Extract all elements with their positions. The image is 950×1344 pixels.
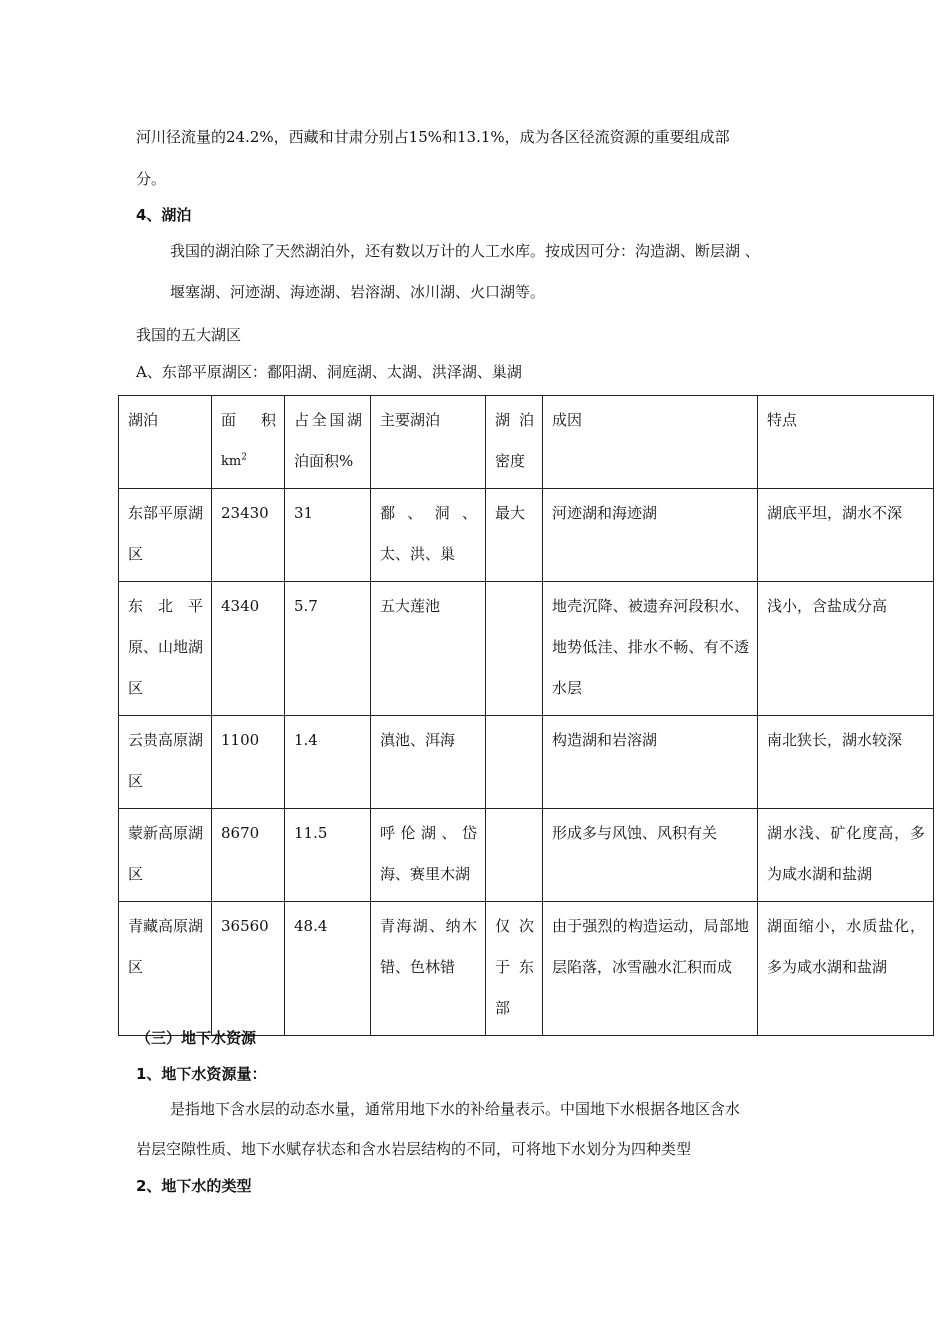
cell-cause: 形成多与风蚀、风积有关 <box>543 809 758 902</box>
five-lake-regions-title: 我国的五大湖区 <box>136 326 242 344</box>
paragraph-groundwater-line2: 岩层空隙性质、地下水赋存状态和含水岩层结构的不同，可将地下水划分为四种类型 <box>136 1140 692 1158</box>
cell-share: 31 <box>285 489 371 582</box>
cell-feature: 湖水浅、矿化度高，多为咸水湖和盐湖 <box>758 809 934 902</box>
paragraph-groundwater-line1: 是指地下含水层的动态水量，通常用地下水的补给量表示。中国地下水根据各地区含水 <box>170 1100 741 1118</box>
header-lake <box>119 396 212 489</box>
header-area-unit <box>221 441 276 482</box>
table-row <box>119 582 934 716</box>
cell-feature: 南北狭长，湖水较深 <box>758 716 934 809</box>
header-main-lakes-text: 主要湖泊 <box>380 411 441 429</box>
cell-area: 4340 <box>212 582 285 716</box>
cell-density: 最大 <box>486 489 543 582</box>
cell-main-lakes: 鄱 、 洞 、 太、洪、巢 <box>371 489 486 582</box>
header-area-text: 面 积 <box>221 411 276 429</box>
heading-groundwater-amount: 1、地下水资源量： <box>136 1065 267 1083</box>
cell-share: 48.4 <box>285 902 371 1036</box>
cell-cause: 河迹湖和海迹湖 <box>543 489 758 582</box>
table-row <box>119 489 934 582</box>
area-unit-sup: 2 <box>241 452 247 463</box>
header-feature <box>758 396 934 489</box>
cell-share: 11.5 <box>285 809 371 902</box>
cell-region: 青藏高原湖区 <box>119 902 212 1036</box>
cell-region: 云贵高原湖区 <box>119 716 212 809</box>
cell-area: 1100 <box>212 716 285 809</box>
cell-area: 36560 <box>212 902 285 1036</box>
cell-region: 东 北 平 原、山地湖区 <box>119 582 212 716</box>
table-row <box>119 809 934 902</box>
cell-feature: 浅小，含盐成分高 <box>758 582 934 716</box>
header-main-lakes <box>371 396 486 489</box>
cell-density <box>486 582 543 716</box>
cell-cause: 构造湖和岩溶湖 <box>543 716 758 809</box>
region-a-line: A、东部平原湖区：鄱阳湖、洞庭湖、太湖、洪泽湖、巢湖 <box>136 363 522 381</box>
header-density-text: 湖 泊 密度 <box>495 411 534 470</box>
cell-feature: 湖面缩小，水质盐化，多为咸水湖和盐湖 <box>758 902 934 1036</box>
cell-region: 东部平原湖区 <box>119 489 212 582</box>
cell-density <box>486 809 543 902</box>
cell-density: 仅 次 于 东 部 <box>486 902 543 1036</box>
header-lake-text: 湖泊 <box>128 411 159 429</box>
cell-share: 1.4 <box>285 716 371 809</box>
header-feature-text: 特点 <box>767 411 798 429</box>
header-cause <box>543 396 758 489</box>
lake-regions-table <box>118 395 934 1036</box>
header-cause-text: 成因 <box>552 411 583 429</box>
paragraph-runoff-line2: 分。 <box>136 170 167 188</box>
heading-groundwater-types: 2、地下水的类型 <box>136 1177 252 1195</box>
table-row <box>119 716 934 809</box>
cell-density <box>486 716 543 809</box>
header-share <box>285 396 371 489</box>
heading-lakes: 4、湖泊 <box>136 206 192 224</box>
cell-cause: 地壳沉降、被遗弃河段积水、地势低洼、排水不畅、有不透水层 <box>543 582 758 716</box>
area-unit-text: km <box>221 454 242 469</box>
cell-area: 8670 <box>212 809 285 902</box>
header-area <box>212 396 285 489</box>
cell-region: 蒙新高原湖区 <box>119 809 212 902</box>
header-density <box>486 396 543 489</box>
cell-cause: 由于强烈的构造运动，局部地层陷落，冰雪融水汇积而成 <box>543 902 758 1036</box>
paragraph-lakes-line2: 堰塞湖、河迹湖、海迹湖、岩溶湖、冰川湖、火口湖等。 <box>170 283 546 301</box>
cell-main-lakes: 滇池、洱海 <box>371 716 486 809</box>
header-share-text: 占全国湖泊面积% <box>294 411 362 470</box>
heading-groundwater: （三）地下水资源 <box>136 1029 257 1047</box>
paragraph-runoff-line1: 河川径流量的24.2%，西藏和甘肃分别占15%和13.1%，成为各区径流资源的重要组成部 <box>136 128 730 146</box>
table-row <box>119 902 934 1036</box>
cell-main-lakes: 五大莲池 <box>371 582 486 716</box>
cell-feature: 湖底平坦，湖水不深 <box>758 489 934 582</box>
table-header-row <box>119 396 934 489</box>
cell-main-lakes: 呼伦湖、岱海、赛里木湖 <box>371 809 486 902</box>
cell-share: 5.7 <box>285 582 371 716</box>
cell-area: 23430 <box>212 489 285 582</box>
cell-main-lakes: 青海湖、纳木错、色林错 <box>371 902 486 1036</box>
paragraph-lakes-line1: 我国的湖泊除了天然湖泊外，还有数以万计的人工水库。按成因可分：沟造湖、断层湖 、 <box>170 242 760 260</box>
